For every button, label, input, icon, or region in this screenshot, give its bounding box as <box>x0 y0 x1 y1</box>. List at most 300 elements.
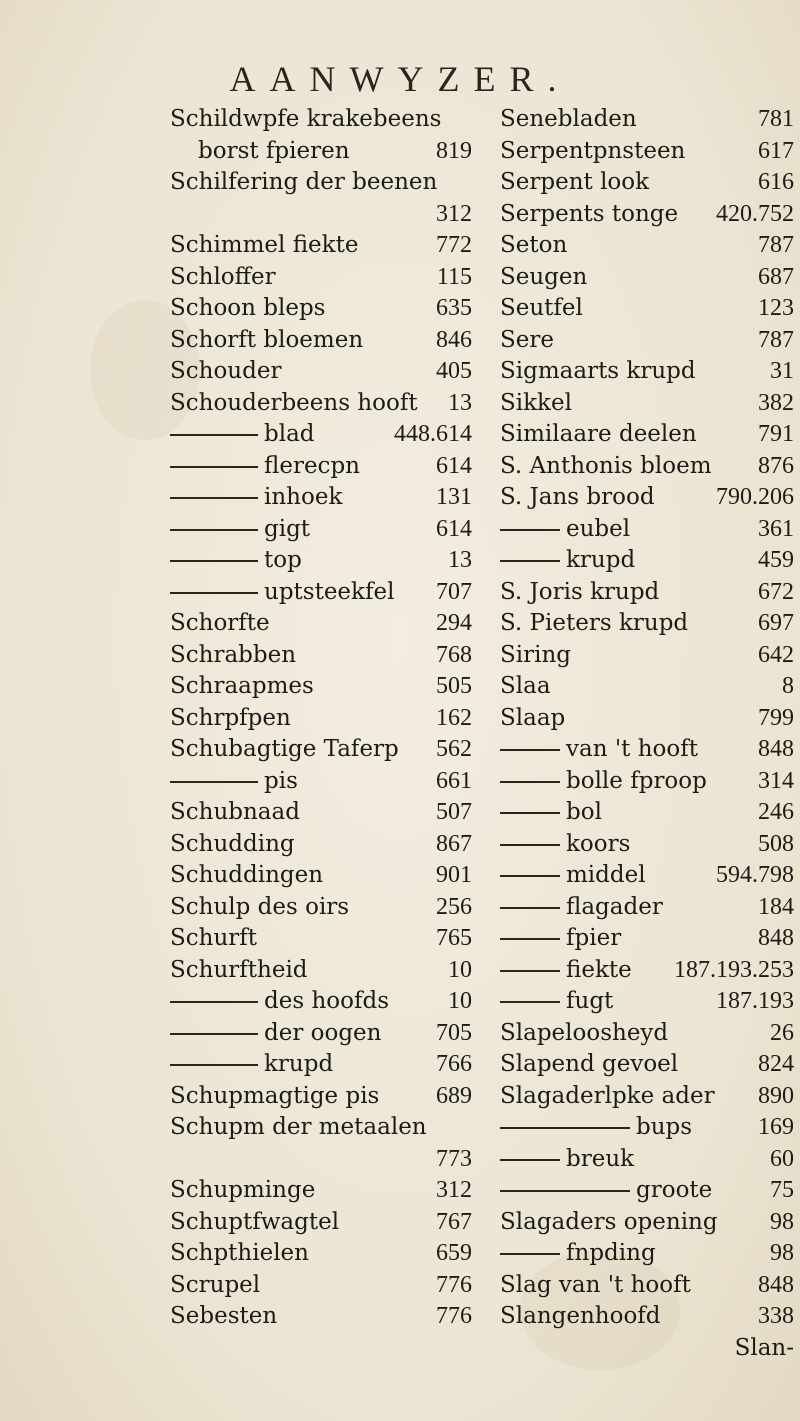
index-column-left <box>170 104 476 1333</box>
index-entry <box>500 1270 798 1302</box>
entry-term-text: bolle fproop <box>566 767 707 794</box>
entry-term-text: Schpthielen <box>170 1240 309 1266</box>
index-entry-term <box>170 293 326 325</box>
page-reference: 8 <box>782 673 794 699</box>
entry-term-text: S. Joris krupd <box>500 578 660 605</box>
index-entry <box>500 829 798 861</box>
entry-term-text: koors <box>566 830 631 857</box>
index-entry <box>500 167 798 199</box>
index-entry <box>500 1207 798 1239</box>
page-reference: 773 <box>436 1145 472 1172</box>
index-entry-term <box>500 703 565 735</box>
entry-term-text: gigt <box>264 515 311 542</box>
entry-term-text: Schorfte <box>170 610 270 636</box>
index-entry <box>170 797 476 829</box>
index-entry <box>170 136 476 168</box>
page-reference: 705 <box>436 1019 472 1046</box>
index-entry <box>500 608 798 640</box>
index-entry <box>500 671 798 703</box>
entry-term-text: bups <box>636 1114 693 1140</box>
index-entry <box>500 1018 798 1050</box>
page-reference: 594.798 <box>716 862 794 888</box>
page-reference: 635 <box>436 295 472 321</box>
index-entry <box>500 734 798 766</box>
ditto-dash <box>500 1190 630 1192</box>
index-entry-term <box>170 1081 379 1113</box>
index-subentry-term <box>500 955 632 987</box>
index-entry-term <box>500 1081 715 1113</box>
entry-term-text: uptsteekfel <box>264 578 395 605</box>
index-subentry-term <box>170 766 298 798</box>
index-entry <box>170 986 476 1018</box>
index-entry <box>170 1112 476 1144</box>
page-reference: 766 <box>436 1051 472 1077</box>
ditto-dash <box>500 560 560 562</box>
entry-term-text: borst fpieren <box>198 137 350 164</box>
index-entry <box>500 482 798 514</box>
index-entry <box>170 293 476 325</box>
entry-term-text: bol <box>566 799 602 825</box>
index-subentry-term <box>500 766 707 798</box>
page-reference: 131 <box>436 484 472 510</box>
index-entry <box>170 482 476 514</box>
entry-term-text: Slaa <box>500 673 551 699</box>
index-entry <box>170 923 476 955</box>
ditto-dash <box>170 560 258 562</box>
index-entry <box>170 419 476 451</box>
index-entry-term <box>170 262 276 294</box>
index-entry-term <box>170 1238 309 1270</box>
page-reference: 162 <box>436 704 472 731</box>
page-reference: 187.193 <box>716 988 794 1014</box>
index-entry <box>500 577 798 609</box>
index-entry-term <box>500 1018 668 1050</box>
page-reference: 781 <box>758 106 794 132</box>
ditto-dash <box>170 1064 258 1066</box>
page-reference: 614 <box>436 515 472 542</box>
entry-term-text: Serpents tonge <box>500 200 679 227</box>
entry-term-text: Schurftheid <box>170 956 308 983</box>
entry-term-text: Slaap <box>500 704 566 731</box>
index-entry <box>500 640 798 672</box>
entry-term-text: Slan- <box>734 1334 794 1361</box>
entry-term-text: Serpentpnsteen <box>500 137 686 164</box>
entry-term-text: Seutfel <box>500 295 583 321</box>
entry-term-text: fugt <box>566 988 614 1014</box>
entry-term-text: Schudding <box>170 830 295 857</box>
entry-term-text: der oogen <box>264 1019 382 1046</box>
index-entry <box>500 1112 798 1144</box>
page-reference: 791 <box>758 421 794 447</box>
ditto-dash <box>500 749 560 751</box>
entry-term-text: van 't hooft <box>566 736 698 762</box>
index-entry-term <box>500 230 567 262</box>
entry-term-text: Schimmel fiekte <box>170 232 359 258</box>
entry-term-text: Sere <box>500 326 554 353</box>
index-entry <box>500 136 798 168</box>
page-reference: 772 <box>436 232 472 258</box>
ditto-dash <box>170 466 258 468</box>
page-reference: 659 <box>436 1240 472 1266</box>
page-reference: 256 <box>436 893 472 920</box>
page-reference: 10 <box>448 956 472 983</box>
index-entry-term <box>170 671 314 703</box>
index-entry <box>500 262 798 294</box>
index-entry <box>170 1270 476 1302</box>
index-entry-term <box>500 356 696 388</box>
index-entry <box>500 1175 798 1207</box>
entry-term-text: blad <box>264 421 315 447</box>
index-subentry-term <box>500 734 698 766</box>
index-entry-term <box>500 262 587 294</box>
entry-term-text: Schraapmes <box>170 673 314 699</box>
index-entry-term <box>170 1270 260 1302</box>
index-subentry-term <box>500 860 646 892</box>
index-entry-term <box>170 388 418 420</box>
page-reference: 848 <box>758 1271 794 1298</box>
page-reference: 31 <box>770 358 794 384</box>
index-entry <box>500 1301 798 1333</box>
index-subentry-term <box>500 514 630 546</box>
index-entry-term <box>500 167 649 199</box>
index-entry <box>170 1081 476 1113</box>
index-subentry-term <box>500 1144 634 1176</box>
index-entry <box>500 388 798 420</box>
index-entry-term <box>170 703 291 735</box>
page-reference: 98 <box>770 1240 794 1266</box>
index-subentry-term <box>170 419 315 451</box>
page-reference: 799 <box>758 704 794 731</box>
ditto-dash <box>170 1001 258 1003</box>
page-reference: 246 <box>758 799 794 825</box>
index-entry-term <box>500 1049 678 1081</box>
entry-term-text: Siring <box>500 641 571 668</box>
entry-term-text: Similaare deelen <box>500 421 697 447</box>
page-reference: 765 <box>436 925 472 951</box>
index-entry-term <box>500 136 685 168</box>
index-entry <box>170 734 476 766</box>
ditto-dash <box>500 529 560 531</box>
entry-term-text: Schurft <box>170 925 258 951</box>
index-entry-term <box>170 1301 277 1333</box>
index-entry <box>500 986 798 1018</box>
entry-term-text: Schrabben <box>170 641 297 668</box>
index-entry <box>170 640 476 672</box>
page-reference: 876 <box>758 452 794 479</box>
page-reference: 616 <box>758 169 794 195</box>
page-reference: 890 <box>758 1082 794 1109</box>
page-reference: 505 <box>436 673 472 699</box>
page-reference: 846 <box>436 326 472 353</box>
index-entry <box>170 167 476 199</box>
ditto-dash <box>500 1001 560 1003</box>
index-entry <box>170 577 476 609</box>
index-entry <box>500 545 798 577</box>
page-reference: 661 <box>436 767 472 794</box>
index-entry <box>170 608 476 640</box>
index-entry-term <box>500 577 659 609</box>
page-reference: 787 <box>758 232 794 258</box>
ditto-dash <box>500 781 560 783</box>
entry-term-text: Serpent look <box>500 169 650 195</box>
index-entry <box>500 1238 798 1270</box>
index-entry-term <box>170 1112 427 1144</box>
page-reference: 507 <box>436 799 472 825</box>
index-subentry-term <box>500 829 630 861</box>
entry-term-text: krupd <box>566 547 636 573</box>
entry-term-text: pis <box>264 767 298 794</box>
ditto-dash <box>500 938 560 940</box>
index-entry <box>500 923 798 955</box>
entry-term-text: Schrpfpen <box>170 704 291 731</box>
page-reference: 642 <box>758 641 794 668</box>
entry-term-text: Schubagtige Taferp <box>170 736 399 762</box>
index-entry <box>170 1018 476 1050</box>
page-reference: 767 <box>436 1208 472 1235</box>
entry-term-text: Schloffer <box>170 263 276 290</box>
index-entry <box>500 451 798 483</box>
index-column-right <box>500 104 798 1364</box>
index-entry <box>170 104 476 136</box>
entry-term-text: Schoon bleps <box>170 295 326 321</box>
index-entry <box>170 1175 476 1207</box>
index-entry-term <box>170 829 295 861</box>
ditto-dash <box>170 434 258 436</box>
index-entry <box>500 230 798 262</box>
index-entry <box>500 419 798 451</box>
index-entry <box>170 860 476 892</box>
entry-term-text: Slagaders opening <box>500 1208 718 1235</box>
page-reference: 689 <box>436 1082 472 1109</box>
page-reference: 867 <box>436 830 472 857</box>
page-reference: 614 <box>436 452 472 479</box>
page-reference: 338 <box>758 1303 794 1329</box>
entry-term-text: fiekte <box>566 956 632 983</box>
page-reference: 508 <box>758 830 794 857</box>
index-subentry-term <box>170 577 394 609</box>
index-entry <box>170 388 476 420</box>
entry-term-text: Schupmagtige pis <box>170 1082 380 1109</box>
page-reference: 697 <box>758 610 794 636</box>
index-subentry-term <box>500 986 613 1018</box>
index-entry-term <box>170 230 358 262</box>
index-entry-term <box>500 640 571 672</box>
entry-term-text: Slagaderlpke ader <box>500 1082 715 1109</box>
page-reference: 361 <box>758 515 794 542</box>
entry-term-text: Slapeloosheyd <box>500 1019 669 1046</box>
entry-term-text: Slag van 't hooft <box>500 1271 691 1298</box>
entry-term-text: Seton <box>500 232 568 258</box>
index-entry <box>170 1207 476 1239</box>
entry-term-text: Schorft bloemen <box>170 326 364 353</box>
page-reference: 790.206 <box>716 484 794 510</box>
entry-term-text: Schilfering der beenen <box>170 169 438 195</box>
index-entry <box>500 356 798 388</box>
index-entry-term <box>500 199 678 231</box>
index-subentry-term <box>170 514 310 546</box>
index-entry-term <box>500 325 554 357</box>
index-subentry-term <box>170 1018 381 1050</box>
index-entry-term <box>500 419 697 451</box>
page-reference: 405 <box>436 358 472 384</box>
entry-term-text: krupd <box>264 1051 334 1077</box>
index-entry <box>170 703 476 735</box>
index-entry <box>170 199 476 231</box>
entry-term-text: middel <box>566 862 646 888</box>
entry-term-text: Seugen <box>500 263 588 290</box>
page-reference: 824 <box>758 1051 794 1077</box>
entry-term-text: Sikkel <box>500 389 572 416</box>
entry-term-text: des hoofds <box>264 988 389 1014</box>
index-entry <box>170 955 476 987</box>
entry-term-text: inhoek <box>264 484 343 510</box>
page-reference: 13 <box>448 547 472 573</box>
page-reference: 123 <box>758 295 794 321</box>
index-subentry-term <box>500 892 663 924</box>
index-entry-term <box>170 104 442 136</box>
index-entry-term <box>500 1207 718 1239</box>
index-entry-term <box>170 640 296 672</box>
entry-term-text: Slapend gevoel <box>500 1051 679 1077</box>
index-entry <box>500 766 798 798</box>
page-reference: 13 <box>448 389 472 416</box>
index-entry-term <box>735 1333 794 1365</box>
entry-term-text: flagader <box>566 893 663 920</box>
ditto-dash <box>170 592 258 594</box>
index-subentry-term <box>500 1112 692 1144</box>
entry-term-text: Schubnaad <box>170 799 300 825</box>
entry-term-text: Schouder <box>170 358 282 384</box>
index-entry <box>500 514 798 546</box>
ditto-dash <box>500 1253 560 1255</box>
page-reference: 848 <box>758 925 794 951</box>
index-subentry-term <box>500 797 602 829</box>
ditto-dash <box>170 529 258 531</box>
index-entry-term <box>500 104 637 136</box>
entry-term-text: top <box>264 547 302 573</box>
page-reference: 687 <box>758 263 794 290</box>
page-reference: 420.752 <box>716 200 794 227</box>
index-entry <box>500 797 798 829</box>
index-entry-term <box>500 1270 691 1302</box>
page-reference: 776 <box>436 1271 472 1298</box>
page-reference: 382 <box>758 389 794 416</box>
index-entry-term <box>500 388 572 420</box>
index-entry <box>170 1144 476 1176</box>
page-reference: 10 <box>448 988 472 1014</box>
index-entry <box>500 199 798 231</box>
ditto-dash <box>500 812 560 814</box>
page-reference: 617 <box>758 137 794 164</box>
index-entry-term <box>170 923 257 955</box>
entry-term-text: S. Pieters krupd <box>500 610 689 636</box>
page-header: AANWYZER. <box>229 59 571 99</box>
index-subentry-term <box>500 923 621 955</box>
index-entry <box>170 1301 476 1333</box>
index-entry <box>170 1049 476 1081</box>
index-entry-term <box>170 955 308 987</box>
index-entry <box>170 230 476 262</box>
entry-term-text: flerecpn <box>264 452 360 479</box>
ditto-dash <box>500 875 560 877</box>
index-entry-term <box>170 325 363 357</box>
index-entry-term <box>198 136 350 168</box>
index-entry-term <box>170 860 323 892</box>
index-entry-term <box>170 892 349 924</box>
index-entry <box>170 545 476 577</box>
index-entry <box>170 262 476 294</box>
index-entry <box>500 293 798 325</box>
page-reference: 819 <box>436 137 472 164</box>
page-reference: 184 <box>758 893 794 920</box>
page-reference: 26 <box>770 1019 794 1046</box>
index-entry <box>170 514 476 546</box>
page-reference: 314 <box>758 767 794 794</box>
index-entry <box>500 955 798 987</box>
index-entry-term <box>170 734 399 766</box>
entry-term-text: Sigmaarts krupd <box>500 358 696 384</box>
page-reference: 562 <box>436 736 472 762</box>
ditto-dash <box>500 1127 630 1129</box>
ditto-dash <box>500 1159 560 1161</box>
page-reference: 75 <box>770 1177 794 1203</box>
entry-term-text: Sebesten <box>170 1303 278 1329</box>
index-subentry-term <box>170 545 302 577</box>
index-entry-term <box>170 1207 339 1239</box>
index-entry-term <box>500 482 655 514</box>
ditto-dash <box>170 1033 258 1035</box>
index-entry <box>500 892 798 924</box>
index-entry <box>170 892 476 924</box>
page-reference: 60 <box>770 1145 794 1172</box>
index-subentry-term <box>170 1049 333 1081</box>
page-reference: 187.193.253 <box>674 956 794 983</box>
index-entry <box>500 703 798 735</box>
entry-term-text: Slangenhoofd <box>500 1303 661 1329</box>
page-reference: 901 <box>436 862 472 888</box>
ditto-dash <box>500 844 560 846</box>
ditto-dash <box>170 497 258 499</box>
index-entry <box>500 1081 798 1113</box>
index-entry <box>500 1144 798 1176</box>
page-reference: 98 <box>770 1208 794 1235</box>
ditto-dash <box>500 970 560 972</box>
entry-term-text: groote <box>636 1177 713 1203</box>
index-entry-term <box>500 671 551 703</box>
page-reference: 448.614 <box>394 421 472 447</box>
page-reference: 312 <box>436 1177 472 1203</box>
index-entry <box>170 671 476 703</box>
index-entry-term <box>500 1301 661 1333</box>
index-subentry-term <box>500 1175 712 1207</box>
entry-term-text: Schupminge <box>170 1177 316 1203</box>
index-entry <box>500 1333 798 1365</box>
entry-term-text: Senebladen <box>500 106 637 132</box>
index-subentry-term <box>500 545 635 577</box>
index-entry <box>170 356 476 388</box>
entry-term-text: Schuptfwagtel <box>170 1208 340 1235</box>
page-reference: 787 <box>758 326 794 353</box>
page-reference: 294 <box>436 610 472 636</box>
ditto-dash <box>170 781 258 783</box>
entry-term-text: fnpding <box>566 1240 656 1266</box>
index-subentry-term <box>170 482 342 514</box>
entry-term-text: Scrupel <box>170 1271 261 1298</box>
page-reference: 459 <box>758 547 794 573</box>
page-reference: 115 <box>436 263 472 290</box>
index-entry-term <box>500 451 712 483</box>
index-entry <box>170 1238 476 1270</box>
